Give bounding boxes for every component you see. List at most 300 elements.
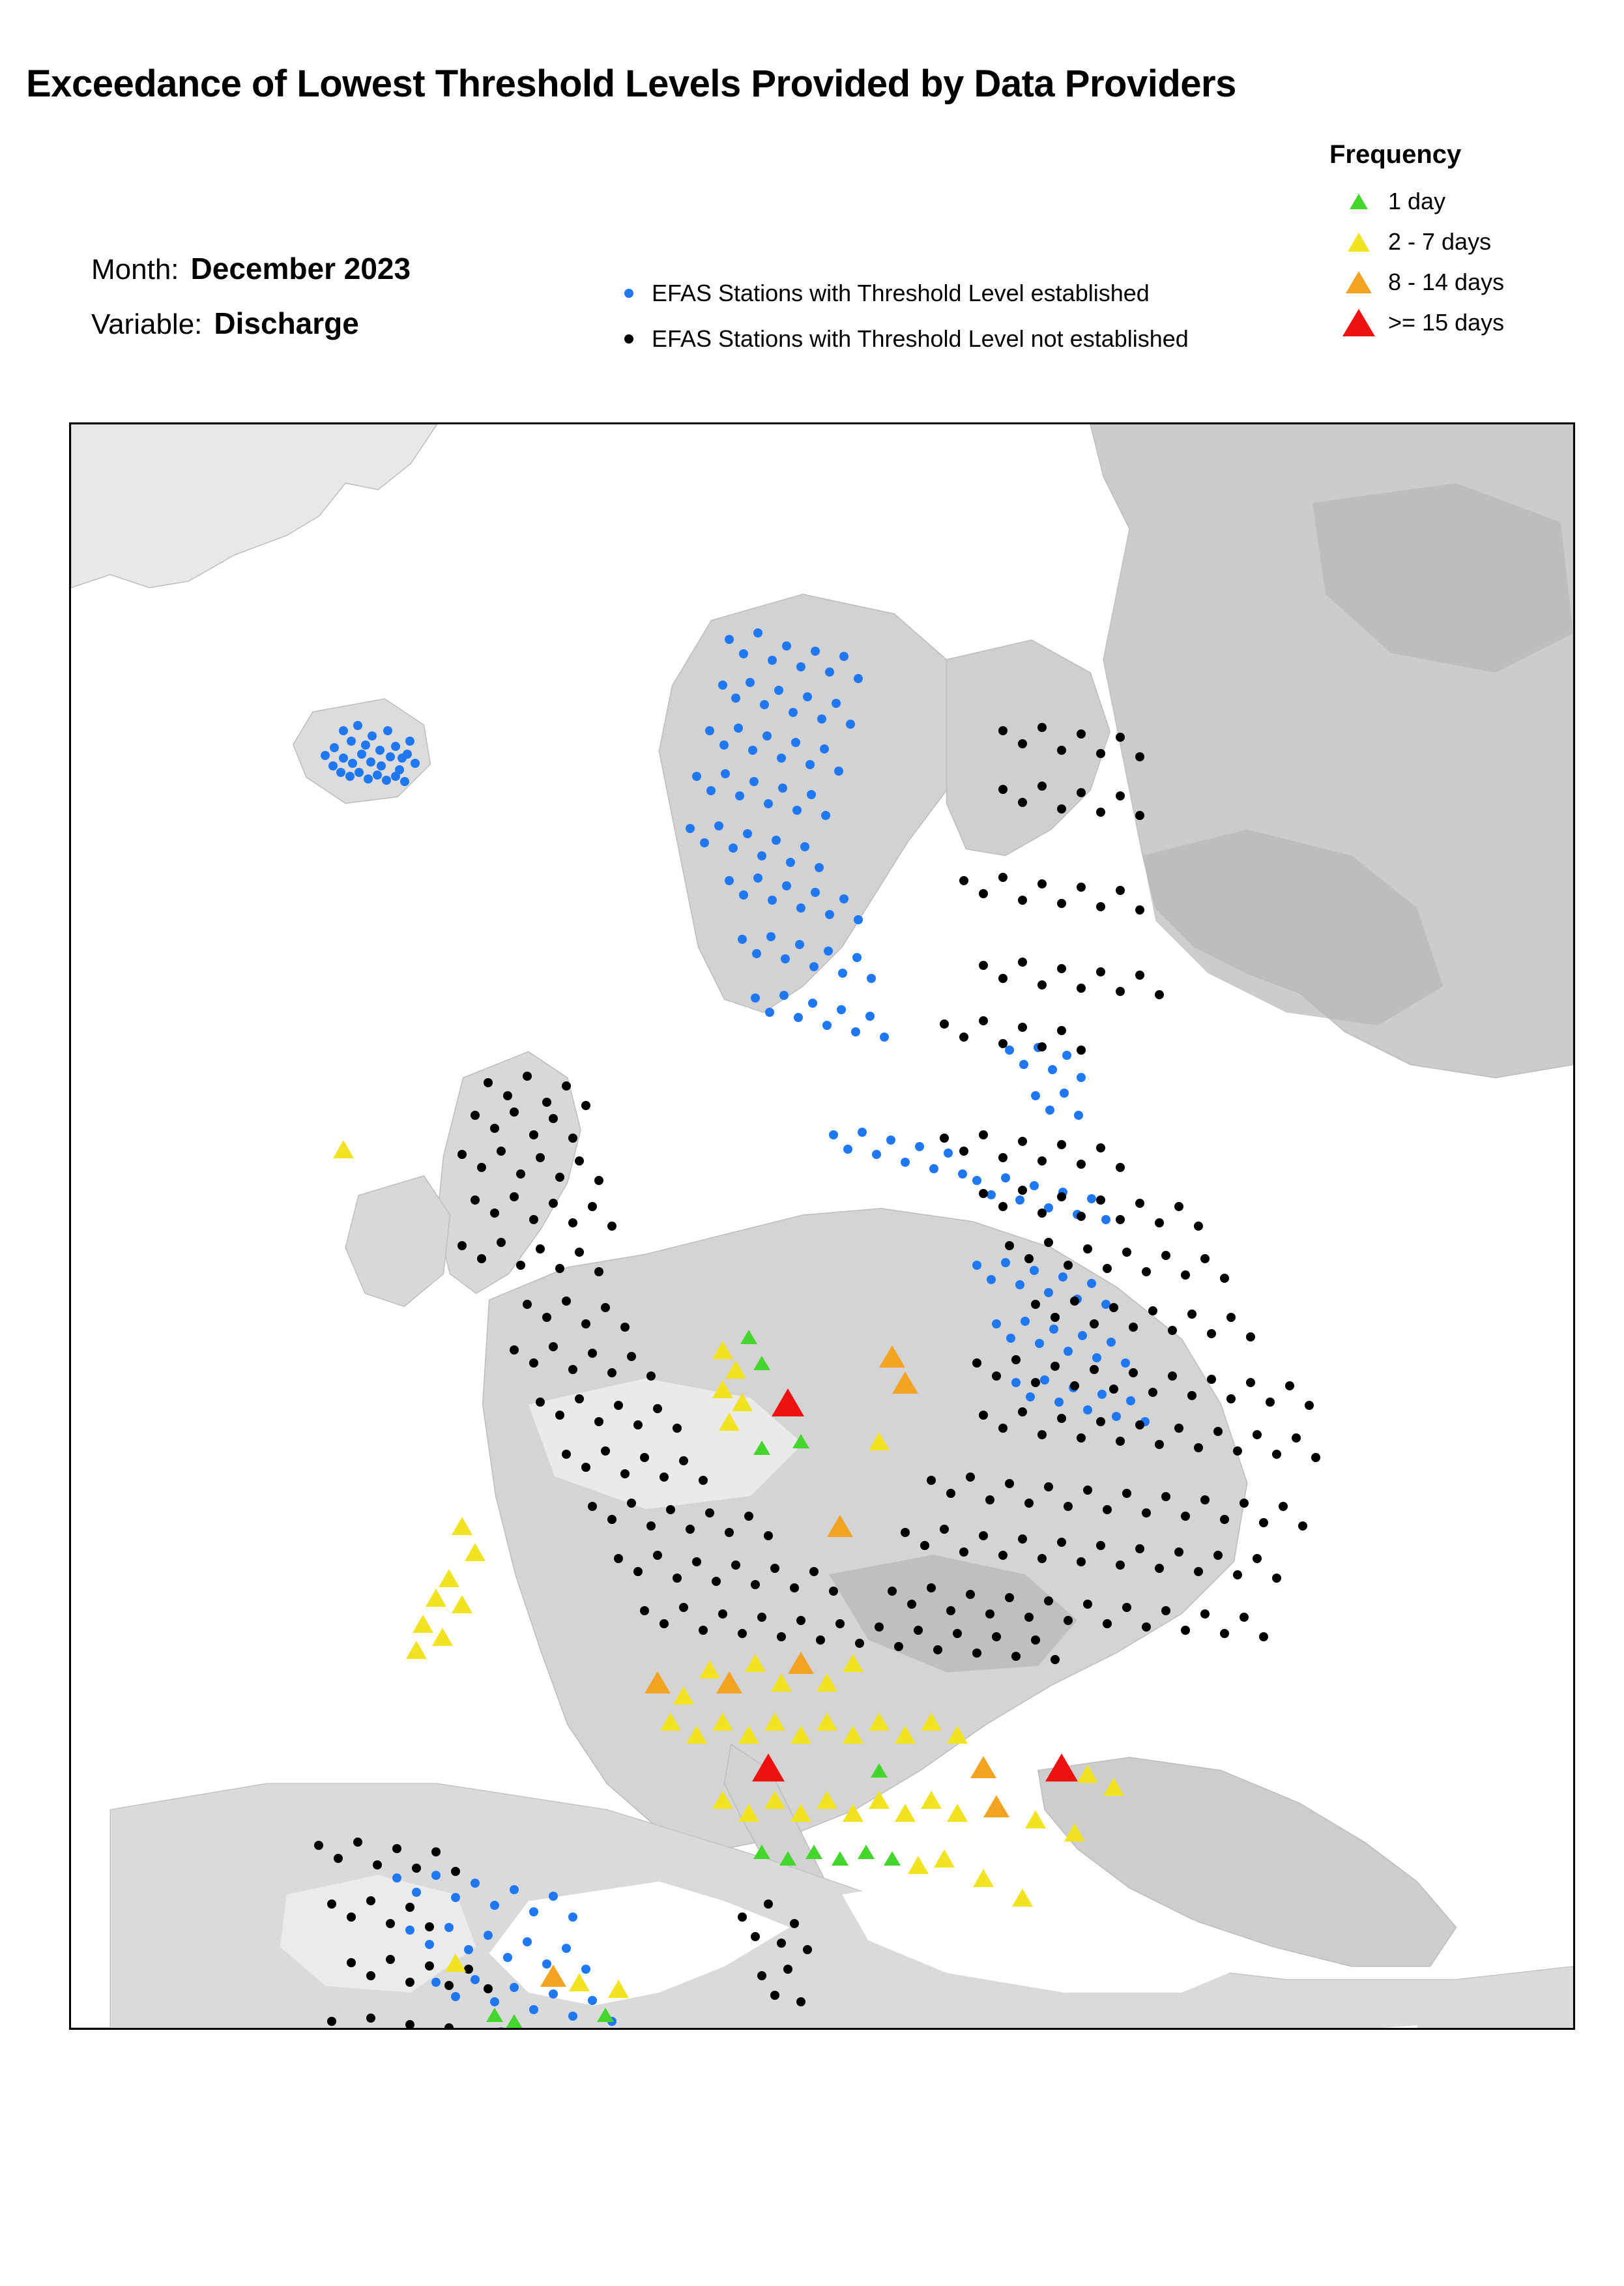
station-point-not-established <box>1181 1270 1190 1280</box>
station-point-not-established <box>966 1590 975 1599</box>
station-point-not-established <box>1116 1163 1125 1172</box>
station-point-not-established <box>1240 1499 1249 1508</box>
station-point-not-established <box>562 1450 571 1459</box>
station-point-not-established <box>1051 1655 1060 1664</box>
station-point-not-established <box>1116 791 1125 800</box>
station-point-established <box>1044 1288 1053 1297</box>
station-point-not-established <box>1116 1437 1125 1446</box>
variable-value: Discharge <box>214 306 359 340</box>
exceedance-triangle-medium <box>1103 1778 1124 1796</box>
station-point-established <box>1097 1390 1107 1399</box>
station-point-established <box>719 740 729 750</box>
station-point-not-established <box>1174 1202 1183 1211</box>
frequency-legend-item-8-14days <box>1329 262 1603 302</box>
station-point-not-established <box>431 1847 441 1856</box>
station-point-not-established <box>581 1463 590 1472</box>
station-point-not-established <box>1259 1518 1268 1527</box>
station-point-not-established <box>738 1912 747 1922</box>
station-point-established <box>377 761 386 770</box>
exceedance-triangle-medium <box>921 1712 942 1731</box>
station-point-established <box>822 1021 832 1030</box>
station-point-not-established <box>894 1642 903 1651</box>
station-point-established <box>1083 1405 1092 1414</box>
station-point-established <box>777 754 786 763</box>
station-point-not-established <box>1181 1626 1190 1635</box>
exceedance-triangle-large <box>892 1371 918 1394</box>
map-canvas[interactable] <box>71 424 1573 2028</box>
station-point-established <box>765 1008 774 1017</box>
station-point-not-established <box>1037 1554 1047 1563</box>
station-point-not-established <box>1024 1613 1034 1622</box>
station-point-not-established <box>627 1499 636 1508</box>
station-point-established <box>386 752 395 761</box>
station-point-not-established <box>959 1147 968 1156</box>
station-point-established <box>782 641 791 651</box>
station-point-established <box>1112 1412 1121 1421</box>
station-point-not-established <box>646 1371 656 1381</box>
exceedance-triangle-xlarge <box>772 1388 804 1416</box>
station-point-not-established <box>1109 1303 1118 1312</box>
station-point-not-established <box>940 1019 949 1029</box>
exceedance-triangle-medium <box>843 1725 863 1744</box>
station-point-not-established <box>549 1199 558 1208</box>
station-point-not-established <box>471 1195 480 1205</box>
station-point-not-established <box>1135 971 1144 980</box>
station-point-not-established <box>1096 749 1105 758</box>
station-point-not-established <box>673 1574 682 1583</box>
exceedance-triangle-medium <box>869 1791 890 1809</box>
station-point-established <box>336 768 345 777</box>
station-point-not-established <box>757 1613 766 1622</box>
station-point-not-established <box>1220 1274 1229 1283</box>
station-point-not-established <box>1037 879 1047 888</box>
exceedance-triangle-medium <box>738 1804 759 1822</box>
station-point-not-established <box>1253 1430 1262 1439</box>
station-point-not-established <box>985 1609 994 1619</box>
exceedance-triangle-small <box>740 1330 757 1344</box>
station-point-not-established <box>1037 782 1047 791</box>
station-point-not-established <box>933 1645 942 1654</box>
station-point-not-established <box>594 1417 603 1426</box>
exceedance-triangle-medium <box>725 1360 746 1379</box>
station-point-not-established <box>1057 1538 1066 1547</box>
station-point-not-established <box>1037 723 1047 732</box>
exceedance-triangle-medium <box>764 1791 785 1809</box>
station-point-established <box>958 1169 967 1179</box>
station-point-not-established <box>386 1955 395 1964</box>
station-point-established <box>1001 1173 1010 1182</box>
exceedance-triangle-medium <box>817 1673 837 1692</box>
station-point-not-established <box>484 1984 493 1993</box>
station-point-established <box>800 842 809 851</box>
station-point-not-established <box>581 1101 590 1110</box>
station-point-not-established <box>1226 1313 1236 1322</box>
station-point-established <box>510 1983 519 1992</box>
station-point-not-established <box>620 1469 630 1478</box>
station-point-not-established <box>679 1603 688 1612</box>
station-point-not-established <box>1096 1541 1105 1550</box>
yellow-triangle-icon <box>1329 233 1388 252</box>
station-point-established <box>854 915 863 924</box>
exceedance-triangle-medium <box>452 1517 472 1535</box>
station-point-not-established <box>1135 1544 1144 1553</box>
station-point-not-established <box>497 1147 506 1156</box>
station-point-not-established <box>979 1531 988 1540</box>
station-point-not-established <box>510 1192 519 1201</box>
station-point-established <box>762 731 772 740</box>
station-point-not-established <box>901 1528 910 1537</box>
station-point-not-established <box>1018 739 1027 748</box>
station-point-not-established <box>1077 788 1086 797</box>
station-point-not-established <box>1272 1450 1281 1459</box>
station-point-established <box>815 863 824 872</box>
map-frame[interactable] <box>69 422 1575 2030</box>
station-point-not-established <box>790 1583 799 1592</box>
station-point-established <box>760 700 769 709</box>
station-point-not-established <box>1064 1502 1073 1511</box>
station-point-established <box>1087 1279 1096 1288</box>
station-point-not-established <box>1200 1495 1210 1504</box>
station-point-not-established <box>503 1091 512 1100</box>
station-point-not-established <box>998 1153 1008 1162</box>
station-point-established <box>568 2012 577 2021</box>
page-title: Exceedance of Lowest Threshold Levels Provided by Data Providers <box>26 63 1236 105</box>
station-point-not-established <box>601 1303 610 1312</box>
exceedance-triangle-medium <box>465 1543 486 1561</box>
station-point-established <box>503 1953 512 1962</box>
station-legend-label-not-established: EFAS Stations with Threshold Level not established <box>652 325 1189 352</box>
station-point-established <box>1092 1353 1101 1362</box>
station-point-not-established <box>640 1453 649 1462</box>
station-point-not-established <box>1083 1486 1092 1495</box>
exceedance-triangle-medium <box>817 1712 837 1731</box>
exceedance-triangle-large <box>879 1345 905 1368</box>
station-point-not-established <box>510 1345 519 1355</box>
station-point-not-established <box>555 1411 564 1420</box>
station-point-established <box>851 1027 860 1036</box>
station-point-not-established <box>1259 1632 1268 1641</box>
exceedance-triangle-medium <box>921 1791 942 1809</box>
station-point-established <box>789 708 798 717</box>
station-point-established <box>768 656 777 665</box>
station-point-not-established <box>1077 729 1086 739</box>
station-point-established <box>751 993 760 1003</box>
month-label: Month: <box>91 254 179 286</box>
station-point-not-established <box>1116 733 1125 742</box>
station-point-not-established <box>1240 1613 1249 1622</box>
station-point-established <box>1026 1392 1035 1401</box>
station-point-established <box>1054 1398 1064 1407</box>
station-point-not-established <box>1057 746 1066 755</box>
station-point-not-established <box>620 1323 630 1332</box>
station-point-established <box>901 1158 910 1167</box>
exceedance-triangle-medium <box>790 1725 811 1744</box>
station-point-not-established <box>1135 905 1144 915</box>
station-point-not-established <box>998 726 1008 735</box>
station-point-established <box>811 888 820 897</box>
station-point-not-established <box>1194 1443 1203 1452</box>
exceedance-triangle-small <box>753 1441 770 1455</box>
station-point-established <box>1087 1194 1096 1203</box>
station-point-not-established <box>679 1456 688 1465</box>
station-point-not-established <box>568 1134 577 1143</box>
station-point-not-established <box>568 1218 577 1227</box>
station-point-not-established <box>640 1606 649 1615</box>
exceedance-triangle-medium <box>712 1712 733 1731</box>
exceedance-triangle-medium <box>745 1654 766 1672</box>
station-point-not-established <box>471 1111 480 1120</box>
station-point-not-established <box>594 1176 603 1185</box>
station-point-established <box>739 649 748 658</box>
station-point-not-established <box>1311 1453 1320 1462</box>
station-point-established <box>321 751 330 760</box>
station-point-not-established <box>718 1609 727 1619</box>
station-point-established <box>1060 1089 1069 1098</box>
station-point-not-established <box>607 1368 616 1377</box>
station-point-not-established <box>373 1860 382 1869</box>
station-point-not-established <box>946 1606 955 1615</box>
station-point-established <box>400 777 409 786</box>
station-point-established <box>807 790 816 799</box>
station-point-not-established <box>1142 1267 1151 1276</box>
station-point-not-established <box>764 1531 773 1540</box>
station-point-not-established <box>327 1899 336 1909</box>
station-point-established <box>1077 1073 1086 1082</box>
station-point-established <box>820 744 829 754</box>
station-point-established <box>748 746 757 755</box>
station-point-not-established <box>1135 1420 1144 1429</box>
station-point-established <box>714 821 723 830</box>
station-point-not-established <box>1031 1378 1040 1387</box>
station-point-established <box>764 799 773 808</box>
station-point-established <box>739 890 748 900</box>
station-point-not-established <box>1018 1534 1027 1544</box>
station-point-established <box>867 974 876 983</box>
station-point-not-established <box>614 1554 623 1563</box>
station-point-not-established <box>783 1965 792 1974</box>
station-point-not-established <box>1077 1557 1086 1566</box>
station-point-not-established <box>1135 1199 1144 1208</box>
station-point-not-established <box>835 1619 845 1628</box>
exceedance-triangle-medium <box>333 1140 354 1158</box>
station-point-not-established <box>1018 1407 1027 1416</box>
station-point-not-established <box>803 1945 812 1954</box>
station-point-not-established <box>705 1508 714 1517</box>
map-info-block <box>91 251 587 360</box>
station-point-established <box>821 811 830 820</box>
station-point-not-established <box>1011 1355 1021 1364</box>
station-point-established <box>345 772 355 781</box>
station-point-not-established <box>829 1587 838 1596</box>
station-point-not-established <box>777 1632 786 1641</box>
station-point-established <box>348 759 357 768</box>
station-point-established <box>757 851 766 860</box>
station-point-established <box>929 1164 938 1173</box>
frequency-legend <box>1329 140 1603 343</box>
station-point-not-established <box>1148 1306 1157 1315</box>
exceedance-triangle-medium <box>738 1725 759 1744</box>
station-point-not-established <box>542 1313 551 1322</box>
station-point-not-established <box>1090 1365 1099 1374</box>
exceedance-triangle-medium <box>732 1393 753 1411</box>
station-point-not-established <box>673 1424 682 1433</box>
station-point-established <box>364 774 373 784</box>
station-point-established <box>766 932 776 941</box>
station-point-not-established <box>405 1978 414 1987</box>
station-point-not-established <box>412 1864 421 1873</box>
station-point-established <box>792 806 802 815</box>
station-point-not-established <box>1135 752 1144 761</box>
station-point-established <box>490 1997 499 2006</box>
station-point-not-established <box>660 1619 669 1628</box>
station-point-not-established <box>1031 1635 1040 1645</box>
station-point-established <box>383 726 392 735</box>
station-point-not-established <box>1103 1505 1112 1514</box>
station-point-not-established <box>314 1841 323 1850</box>
station-point-not-established <box>692 1557 701 1566</box>
station-point-not-established <box>1207 1329 1216 1338</box>
station-point-established <box>1101 1215 1110 1224</box>
station-point-established <box>825 667 834 677</box>
station-point-not-established <box>927 1476 936 1485</box>
station-point-not-established <box>1096 1195 1105 1205</box>
station-point-not-established <box>347 1958 356 1967</box>
station-point-not-established <box>1077 1212 1086 1221</box>
station-point-not-established <box>1005 1241 1014 1250</box>
station-point-established <box>411 759 420 768</box>
station-point-not-established <box>979 961 988 970</box>
station-point-not-established <box>386 1919 395 1928</box>
station-point-not-established <box>588 1502 597 1511</box>
station-point-not-established <box>457 1241 467 1250</box>
station-point-established <box>375 746 384 755</box>
station-point-established <box>729 843 738 853</box>
station-point-established <box>1064 1347 1073 1356</box>
exceedance-triangle-small <box>871 1763 888 1778</box>
station-point-not-established <box>1279 1502 1288 1511</box>
station-legend-label-established: EFAS Stations with Threshold Level established <box>652 280 1150 306</box>
station-point-established <box>735 791 744 800</box>
station-point-not-established <box>353 1838 362 1847</box>
station-point-not-established <box>712 1577 721 1586</box>
station-point-established <box>915 1142 924 1151</box>
station-point-not-established <box>1220 1629 1229 1638</box>
frequency-label-2-7days: 2 - 7 days <box>1388 228 1492 255</box>
green-triangle-icon <box>1329 194 1388 209</box>
orange-triangle-icon <box>1329 271 1388 293</box>
station-point-established <box>880 1033 889 1042</box>
station-point-established <box>529 1907 538 1916</box>
station-point-not-established <box>1057 899 1066 908</box>
exceedance-triangle-medium <box>406 1641 427 1659</box>
station-point-not-established <box>536 1244 545 1253</box>
station-point-not-established <box>607 1222 616 1231</box>
station-point-not-established <box>477 1254 486 1263</box>
station-point-not-established <box>920 1541 929 1550</box>
station-point-established <box>1001 1258 1010 1267</box>
station-point-not-established <box>992 1371 1001 1381</box>
station-point-not-established <box>1305 1401 1314 1410</box>
station-point-established <box>1035 1339 1044 1348</box>
station-point-not-established <box>1037 1430 1047 1439</box>
station-point-established <box>786 858 795 867</box>
exceedance-triangle-medium <box>719 1413 740 1431</box>
station-point-established <box>738 935 747 944</box>
exceedance-triangle-medium <box>569 1973 590 1991</box>
station-point-not-established <box>1064 1616 1073 1625</box>
exceedance-triangle-medium <box>712 1341 733 1359</box>
exceedance-triangle-small <box>506 2014 523 2029</box>
station-point-established <box>391 742 400 751</box>
station-point-established <box>1074 1111 1083 1120</box>
station-point-not-established <box>1077 883 1086 892</box>
exceedance-triangle-medium <box>843 1654 863 1672</box>
exceedance-triangle-medium <box>1077 1765 1098 1783</box>
station-point-not-established <box>614 1401 623 1410</box>
station-point-not-established <box>594 1267 603 1276</box>
station-point-not-established <box>1194 1222 1203 1231</box>
station-point-established <box>972 1176 981 1185</box>
station-point-not-established <box>1109 1385 1118 1394</box>
station-point-not-established <box>1077 1433 1086 1443</box>
station-point-established <box>972 1261 981 1270</box>
frequency-legend-title: Frequency <box>1329 140 1462 169</box>
station-point-not-established <box>1142 1508 1151 1517</box>
station-point-not-established <box>1253 1554 1262 1563</box>
station-point-not-established <box>1077 1160 1086 1169</box>
station-point-established <box>1011 1378 1021 1387</box>
station-point-not-established <box>529 1358 538 1368</box>
station-point-not-established <box>1077 984 1086 993</box>
station-point-not-established <box>607 1515 616 1524</box>
station-point-not-established <box>875 1622 884 1632</box>
exceedance-triangle-medium <box>843 1804 863 1822</box>
station-point-established <box>1005 1046 1014 1055</box>
station-point-not-established <box>366 1971 375 1980</box>
exceedance-triangle-medium <box>895 1725 916 1744</box>
station-point-not-established <box>1168 1326 1177 1335</box>
station-point-established <box>825 910 834 919</box>
station-point-established <box>549 1989 558 1999</box>
station-point-established <box>721 769 730 778</box>
station-point-not-established <box>1161 1251 1170 1260</box>
station-point-not-established <box>1057 1140 1066 1149</box>
station-point-established <box>1030 1266 1039 1275</box>
station-point-not-established <box>1174 1547 1183 1557</box>
station-point-not-established <box>1213 1551 1223 1560</box>
station-point-not-established <box>953 1629 962 1638</box>
station-point-not-established <box>914 1626 923 1635</box>
exceedance-triangle-xlarge <box>1045 1753 1078 1781</box>
station-point-not-established <box>992 1632 1001 1641</box>
station-point-not-established <box>1246 1332 1255 1341</box>
station-point-not-established <box>562 1297 571 1306</box>
exceedance-triangle-medium <box>934 1849 955 1868</box>
station-point-not-established <box>1266 1398 1275 1407</box>
station-point-not-established <box>627 1352 636 1361</box>
station-point-not-established <box>555 1173 564 1182</box>
station-point-not-established <box>1187 1310 1196 1319</box>
station-point-not-established <box>998 873 1008 882</box>
station-point-not-established <box>523 1072 532 1081</box>
station-point-not-established <box>816 1635 825 1645</box>
exceedance-triangle-medium <box>869 1432 890 1450</box>
station-point-not-established <box>1187 1391 1196 1400</box>
station-point-established <box>752 949 761 958</box>
station-point-not-established <box>1070 1381 1079 1390</box>
exceedance-triangle-large <box>645 1671 671 1693</box>
frequency-legend-item-15days <box>1329 302 1603 343</box>
